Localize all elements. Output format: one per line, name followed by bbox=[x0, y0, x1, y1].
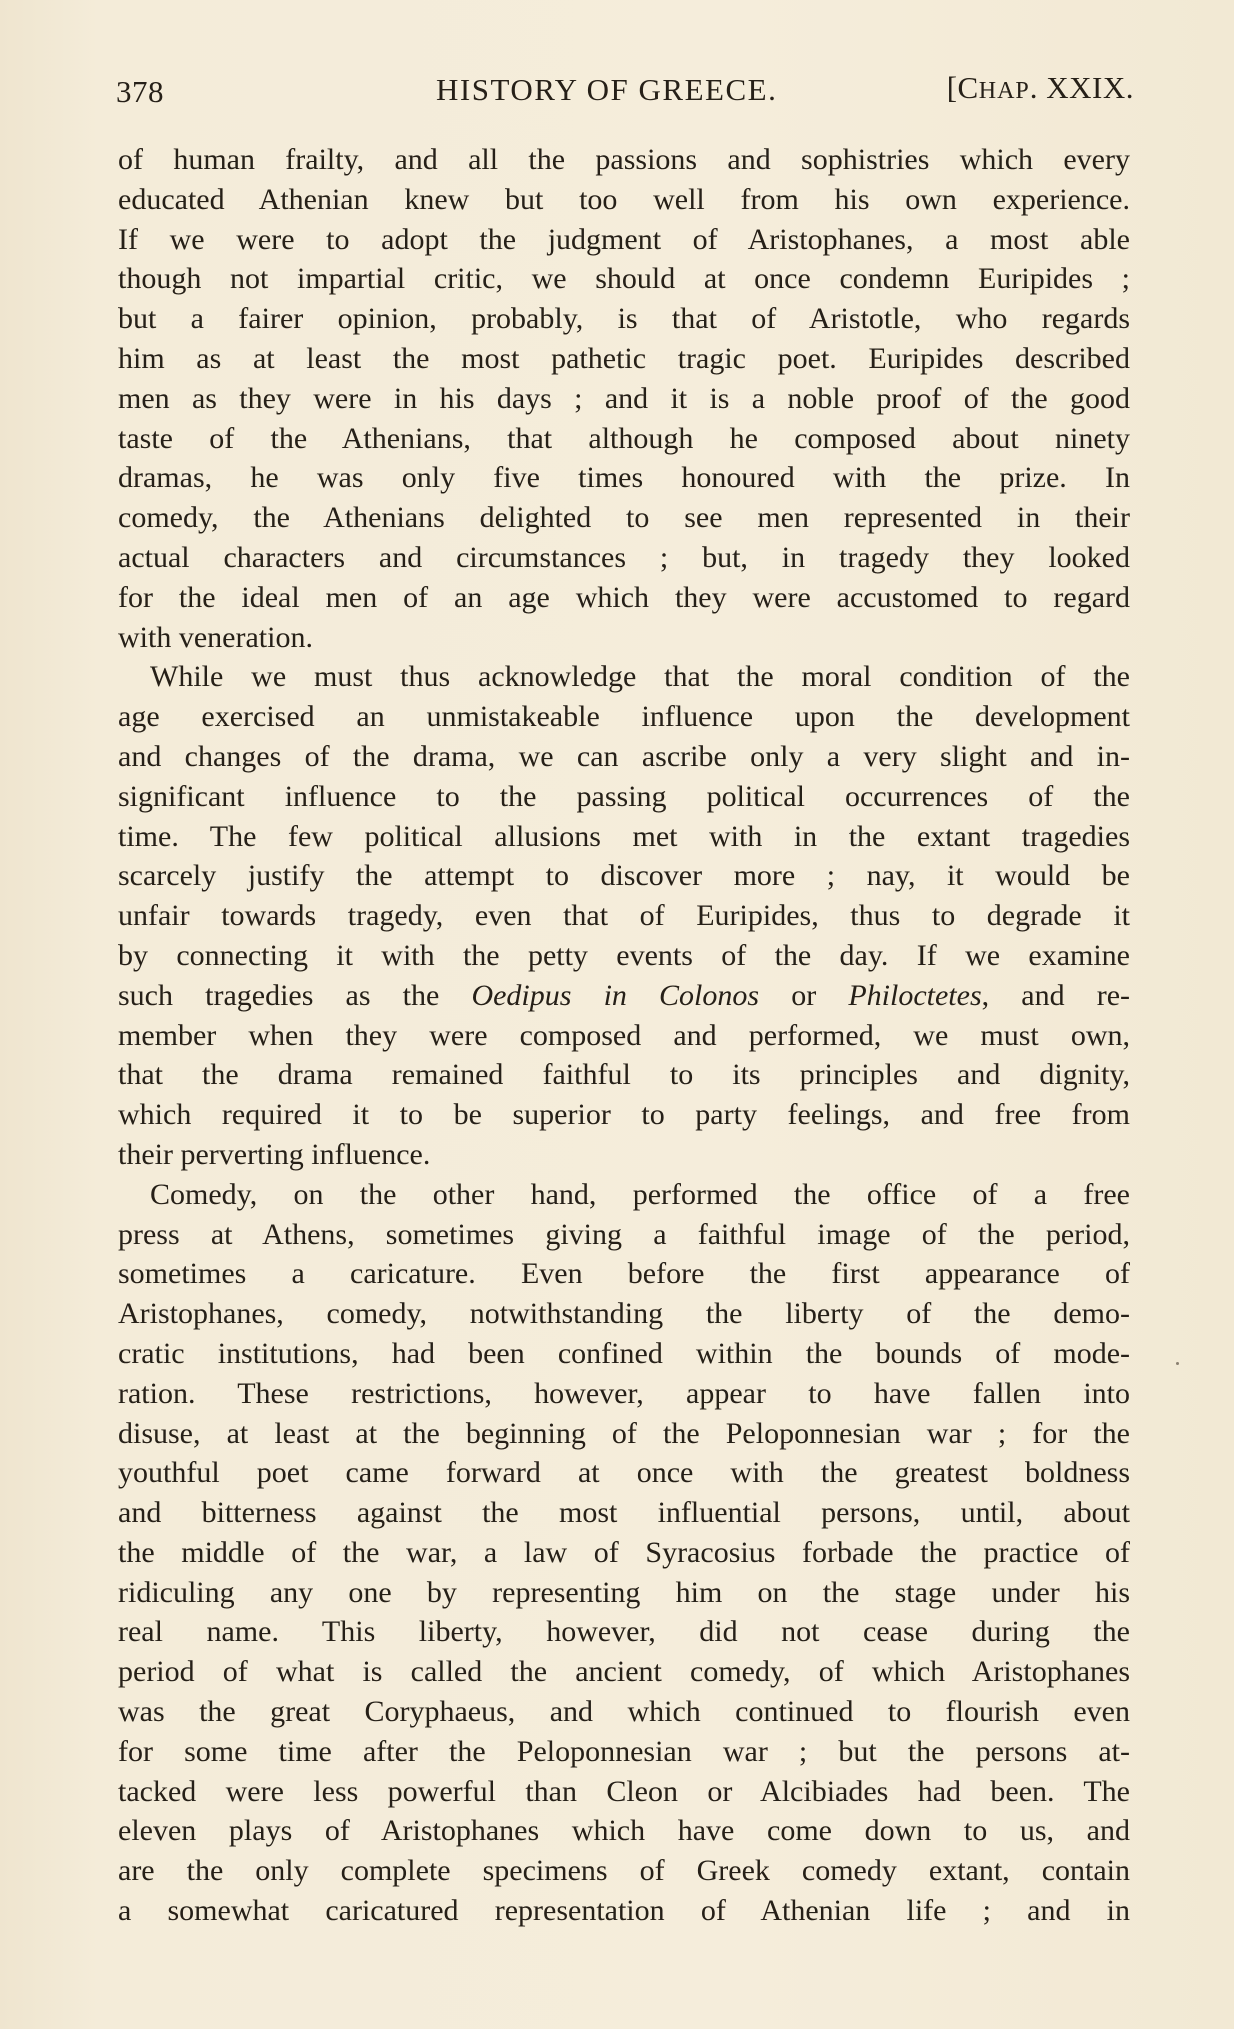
text-line: actual characters and circumstances ; but, in tragedy they looked bbox=[118, 540, 1130, 574]
text-line: for the ideal men of an age which they were accustomed to regard bbox=[118, 580, 1130, 614]
text-line: ration. These restrictions, however, appear to have fallen into bbox=[118, 1376, 1130, 1410]
chapter-label bbox=[947, 70, 1134, 106]
paper-speck bbox=[1176, 1362, 1179, 1365]
text-line: with veneration. bbox=[118, 620, 313, 654]
text-line: dramas, he was only five times honoured with the prize. In bbox=[118, 461, 1130, 495]
running-header bbox=[116, 68, 1134, 110]
text-line: are the only complete specimens of Greek comedy extant, contain bbox=[118, 1854, 1130, 1888]
text-line: press at Athens, sometimes giving a faithful image of the period, bbox=[118, 1217, 1130, 1251]
text-line: him as at least the most pathetic tragic poet. Euripides described bbox=[118, 341, 1130, 375]
text-line: While we must thus acknowledge that the moral condition of the bbox=[150, 660, 1130, 694]
chapter-bracket: [C bbox=[946, 70, 979, 105]
text-line: eleven plays of Aristophanes which have come down to us, and bbox=[118, 1814, 1130, 1848]
text-line: scarcely justify the attempt to discover more ; nay, it would be bbox=[118, 859, 1130, 893]
text-line: a somewhat caricatured representation of Athenian life ; and in bbox=[118, 1894, 1130, 1928]
text-line: cratic institutions, had been confined within the bounds of mode- bbox=[118, 1336, 1130, 1370]
text-line: taste of the Athenians, that although he composed about ninety bbox=[118, 421, 1130, 455]
text-line: real name. This liberty, however, did not cease during the bbox=[118, 1615, 1130, 1649]
text-line: their perverting influence. bbox=[118, 1137, 431, 1171]
text-run: such tragedies as the bbox=[118, 978, 440, 1012]
text-line: though not impartial critic, we should at once condemn Euripides ; bbox=[118, 262, 1130, 296]
text-line: and bitterness against the most influential persons, until, about bbox=[118, 1496, 1130, 1530]
work-title-philoctetes: Philoctetes bbox=[848, 978, 982, 1012]
work-title-oedipus: Oedipus in Colonos bbox=[471, 978, 760, 1012]
text-line: which required it to be superior to party feelings, and free from bbox=[118, 1098, 1130, 1132]
text-line: sometimes a caricature. Even before the first appearance of bbox=[118, 1257, 1130, 1291]
text-line: Aristophanes, comedy, notwithstanding the liberty of the demo- bbox=[118, 1297, 1130, 1331]
text-line: was the great Coryphaeus, and which continued to flourish even bbox=[118, 1695, 1130, 1729]
text-line: by connecting it with the petty events of the day. If we examine bbox=[118, 938, 1130, 972]
text-line: time. The few political allusions met with in the extant tragedies bbox=[118, 819, 1130, 853]
text-line: tacked were less powerful than Cleon or Alcibiades had been. The bbox=[118, 1774, 1130, 1808]
text-line: for some time after the Peloponnesian war ; but the persons at- bbox=[118, 1734, 1130, 1768]
text-line: youthful poet came forward at once with the greatest boldness bbox=[118, 1456, 1130, 1490]
page-number: 378 bbox=[116, 74, 164, 109]
text-line: Comedy, on the other hand, performed the office of a free bbox=[150, 1177, 1130, 1211]
text-line: unfair towards tragedy, even that of Euripides, thus to degrade it bbox=[118, 899, 1130, 933]
text-line: period of what is called the ancient comedy, of which Aristophanes bbox=[118, 1655, 1130, 1689]
text-line: men as they were in his days ; and it is a noble proof of the good bbox=[118, 381, 1130, 415]
text-line: significant influence to the passing political occurrences of the bbox=[118, 779, 1130, 813]
text-line: educated Athenian knew but too well from his own experience. bbox=[118, 182, 1130, 216]
text-line: and changes of the drama, we can ascribe only a very slight and in- bbox=[118, 739, 1130, 773]
text-run: , and re- bbox=[981, 978, 1130, 1012]
text-line: disuse, at least at the beginning of the Peloponnesian war ; for the bbox=[118, 1416, 1130, 1450]
page-body bbox=[118, 140, 1130, 1931]
text-line: the middle of the war, a law of Syracosius forbade the practice of bbox=[118, 1535, 1130, 1569]
text-line: of human frailty, and all the passions and sophistries which every bbox=[118, 143, 1130, 176]
text-line: ridiculing any one by representing him on the stage under his bbox=[118, 1575, 1130, 1609]
text-line: If we were to adopt the judgment of Aristophanes, a most able bbox=[118, 222, 1130, 256]
text-line bbox=[118, 976, 1130, 1016]
text-line: age exercised an unmistakeable influence upon the development bbox=[118, 700, 1130, 734]
text-line: member when they were composed and performed, we must own, bbox=[118, 1018, 1130, 1052]
text-line: comedy, the Athenians delighted to see men represented in their bbox=[118, 501, 1130, 535]
chapter-smallcaps: HAP bbox=[978, 78, 1030, 104]
text-line: but a fairer opinion, probably, is that of Aristotle, who regards bbox=[118, 302, 1130, 336]
chapter-number: . XXIX. bbox=[1029, 70, 1134, 105]
running-title: HISTORY OF GREECE. bbox=[436, 72, 778, 107]
text-run: or bbox=[791, 978, 817, 1012]
text-line: that the drama remained faithful to its principles and dignity, bbox=[118, 1058, 1130, 1092]
